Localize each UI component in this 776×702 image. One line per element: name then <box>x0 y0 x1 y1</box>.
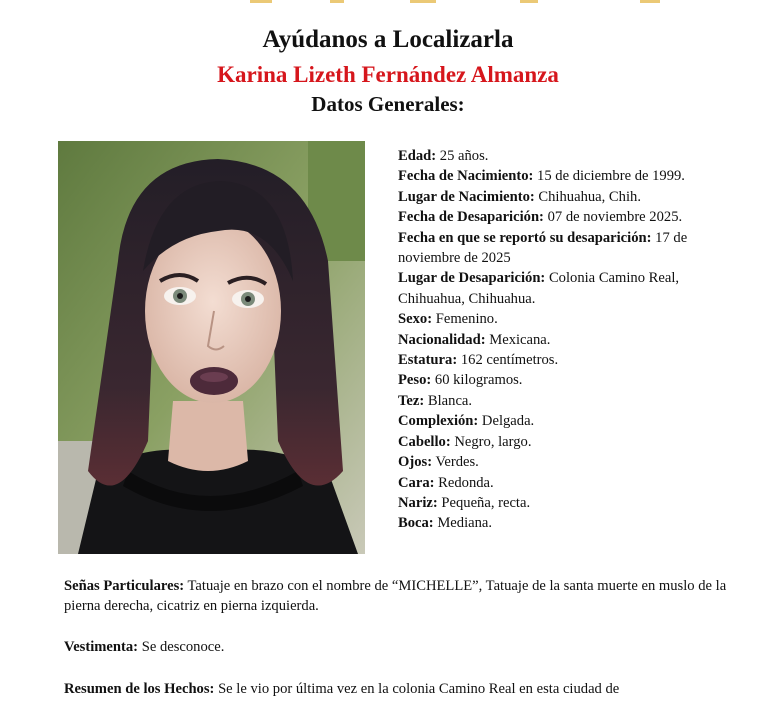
detail-mouth: Boca: Mediana. <box>398 515 493 532</box>
detail-build: Complexión: Delgada. <box>398 413 535 430</box>
detail-weight: Peso: 60 kilogramos. <box>398 372 523 389</box>
detail-disappearance-place: Lugar de Desaparición: Colonia Camino Real, Chihuahua, Chihuahua. <box>398 270 680 307</box>
details-list <box>398 146 728 534</box>
distinguishing-marks: Señas Particulares: Tatuaje en brazo con el nombre de “MICHELLE”, Tatuaje de la santa muerte en muslo de la pierna derecha, cicatriz en pierna izquierda. <box>64 578 727 615</box>
missing-person-name: Karina Lizeth Fernández Almanza <box>217 62 559 87</box>
top-decorative-strip <box>0 0 776 6</box>
detail-nose: Nariz: Pequeña, recta. <box>398 494 531 511</box>
detail-eyes: Ojos: Verdes. <box>398 454 479 471</box>
detail-nationality: Nacionalidad: Mexicana. <box>398 331 551 348</box>
section-subtitle: Datos Generales: <box>311 92 465 116</box>
detail-complexion-tone: Tez: Blanca. <box>398 392 473 409</box>
person-photo <box>58 141 365 554</box>
clothing: Vestimenta: Se desconoce. <box>64 639 225 655</box>
detail-hair: Cabello: Negro, largo. <box>398 433 532 450</box>
detail-sex: Sexo: Femenino. <box>398 311 498 328</box>
detail-disappearance-date: Fecha de Desaparición: 07 de noviembre 2025. <box>398 209 683 226</box>
detail-face: Cara: Redonda. <box>398 474 494 491</box>
detail-report-date: Fecha en que se reportó su desaparición: 17 de noviembre de 2025 <box>398 229 688 267</box>
poster-title: Ayúdanos a Localizarla <box>262 26 514 53</box>
summary-of-events: Resumen de los Hechos: Se le vio por última vez en la colonia Camino Real en esta ciudad de <box>64 681 620 697</box>
detail-birth-place: Lugar de Nacimiento: Chihuahua, Chih. <box>398 188 641 205</box>
detail-birth-date: Fecha de Nacimiento: 15 de diciembre de 1999. <box>398 168 685 185</box>
detail-height: Estatura: 162 centímetros. <box>398 352 559 369</box>
detail-age: Edad: 25 años. <box>398 148 489 164</box>
